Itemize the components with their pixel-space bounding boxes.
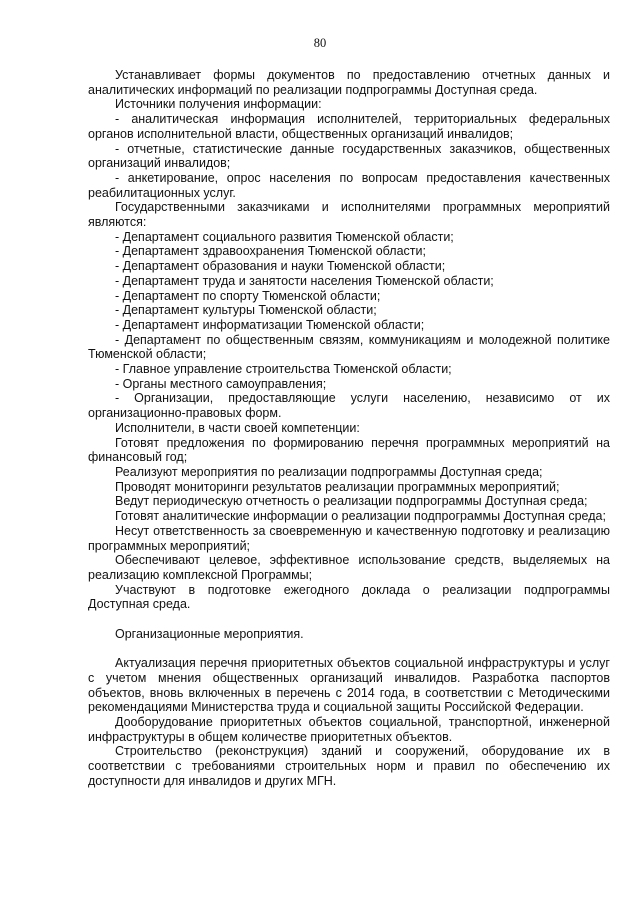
paragraph: Готовят аналитические информации о реализации подпрограммы Доступная среда; — [115, 509, 606, 524]
list-item: - анкетирование, опрос населения по вопросам предоставления качественных реабилитационных услуг. — [88, 170, 610, 200]
paragraph: Актуализация перечня приоритетных объектов социальной инфраструктуры и услуг с учетом мнения общественных организаций инвалидов. Разработка паспортов объектов, вновь включенных в перечень с 2014 года, в соответствии с Методическими рекомендациями Министерства труда и социальной защиты Российской Федерации. — [88, 656, 610, 715]
paragraph: Несут ответственность за своевременную и качественную подготовку и реализацию программных мероприятий; — [88, 523, 610, 553]
document-body — [88, 68, 610, 788]
paragraph: Государственными заказчиками и исполнителями программных мероприятий являются: — [88, 200, 610, 230]
list-item: - Департамент по общественным связям, коммуникациям и молодежной политике Тюменской области; — [88, 332, 610, 362]
paragraph: Реализуют мероприятия по реализации подпрограммы Доступная среда; — [115, 464, 543, 479]
list-item: - Департамент культуры Тюменской области; — [115, 303, 377, 318]
list-item: - Департамент информатизации Тюменской области; — [115, 317, 425, 332]
list-item: - отчетные, статистические данные государственных заказчиков, общественных организаций инвалидов; — [88, 141, 610, 171]
paragraph: Ведут периодическую отчетность о реализации подпрограммы Доступная среда; — [115, 494, 588, 509]
paragraph: Исполнители, в части своей компетенции: — [115, 420, 360, 435]
paragraph: Источники получения информации: — [115, 97, 322, 112]
paragraph: Устанавливает формы документов по предоставлению отчетных данных и аналитических информаций по реализации подпрограммы Доступная среда. — [88, 68, 610, 97]
paragraph: Дооборудование приоритетных объектов социальной, транспортной, инженерной инфраструктуры в общем количестве приоритетных объектов. — [88, 714, 610, 744]
list-item: - Департамент по спорту Тюменской области; — [115, 288, 381, 303]
paragraph: Обеспечивают целевое, эффективное использование средств, выделяемых на реализацию комплексной Программы; — [88, 553, 610, 582]
list-item: - Организации, предоставляющие услуги населению, независимо от их организационно-правовых форм. — [88, 391, 610, 421]
list-item: - аналитическая информация исполнителей, территориальных федеральных органов исполнительной власти, общественных организаций инвалидов; — [88, 112, 610, 141]
list-item: - Департамент здравоохранения Тюменской области; — [115, 244, 426, 259]
list-item: - Органы местного самоуправления; — [115, 376, 327, 391]
section-heading: Организационные мероприятия. — [115, 626, 304, 641]
list-item: - Главное управление строительства Тюменской области; — [115, 362, 452, 377]
list-item: - Департамент образования и науки Тюменской области; — [115, 259, 446, 274]
paragraph: Участвуют в подготовке ежегодного доклада о реализации подпрограммы Доступная среда. — [88, 582, 610, 612]
list-item: - Департамент социального развития Тюменской области; — [115, 229, 454, 244]
page-number: 80 — [313, 36, 327, 50]
paragraph: Строительство (реконструкция) зданий и сооружений, оборудование их в соответствии с требованиями строительных норм и правил по обеспечению их доступности для инвалидов и других МГН. — [88, 744, 610, 788]
paragraph: Готовят предложения по формированию перечня программных мероприятий на финансовый год; — [88, 435, 610, 465]
paragraph: Проводят мониторинги результатов реализации программных мероприятий; — [115, 479, 560, 494]
list-item: - Департамент труда и занятости населения Тюменской области; — [115, 273, 494, 288]
